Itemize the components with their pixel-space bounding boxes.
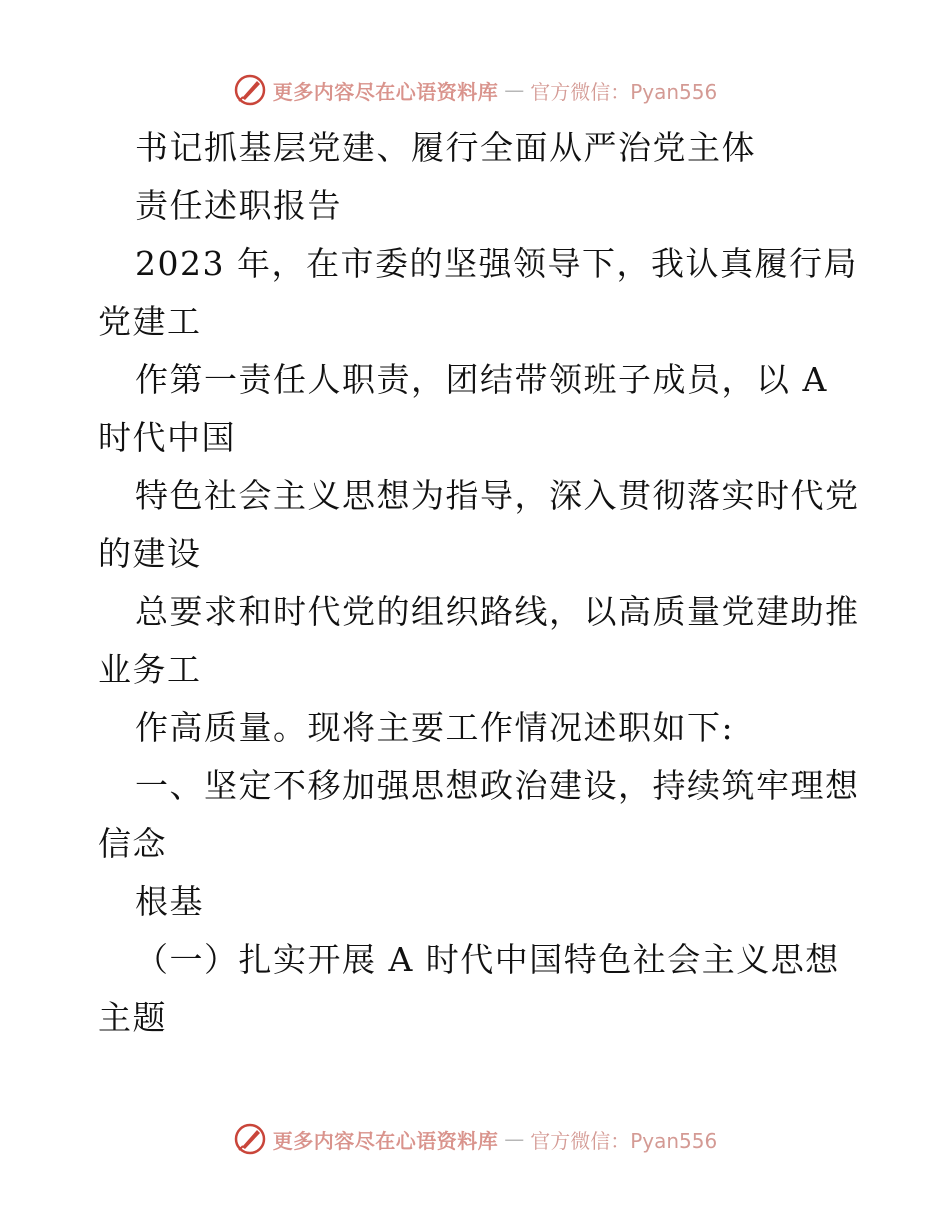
section-heading-line: 信念 — [98, 824, 167, 863]
paragraph-line: 党建工 — [98, 302, 202, 341]
section-heading-line: 根基 — [135, 882, 204, 921]
document-title-line-2: 责任述职报告 — [135, 186, 342, 225]
watermark-separator: — — [504, 78, 525, 102]
paragraph-line: 作高质量。现将主要工作情况述职如下: — [135, 708, 735, 747]
quill-circle-icon — [233, 1122, 267, 1156]
paragraph-line: 特色社会主义思想为指导，深入贯彻落实时代党 — [135, 476, 860, 515]
watermark-text: 更多内容尽在心语资料库 — [272, 79, 499, 104]
paragraph-line: 的建设 — [98, 534, 202, 573]
subsection-heading-line: 主题 — [98, 998, 167, 1037]
section-heading-line: 一、坚定不移加强思想政治建设，持续筑牢理想 — [135, 766, 860, 805]
watermark-contact: 官方微信：Pyan556 — [530, 79, 718, 104]
watermark-contact: 官方微信：Pyan556 — [530, 1128, 718, 1153]
paragraph-line: 业务工 — [98, 650, 202, 689]
paragraph-line: 时代中国 — [98, 418, 236, 457]
watermark-separator: — — [504, 1127, 525, 1151]
paragraph-line: 总要求和时代党的组织路线，以高质量党建助推 — [135, 592, 860, 631]
footer-watermark — [0, 1119, 950, 1159]
subsection-heading-line: （一）扎实开展 A 时代中国特色社会主义思想 — [135, 940, 840, 979]
paragraph-line: 2023 年，在市委的坚强领导下，我认真履行局 — [135, 244, 858, 283]
paragraph-line: 作第一责任人职责，团结带领班子成员，以 A — [135, 360, 828, 399]
watermark-text: 更多内容尽在心语资料库 — [272, 1128, 499, 1153]
document-title-line-1: 书记抓基层党建、履行全面从严治党主体 — [135, 128, 756, 167]
